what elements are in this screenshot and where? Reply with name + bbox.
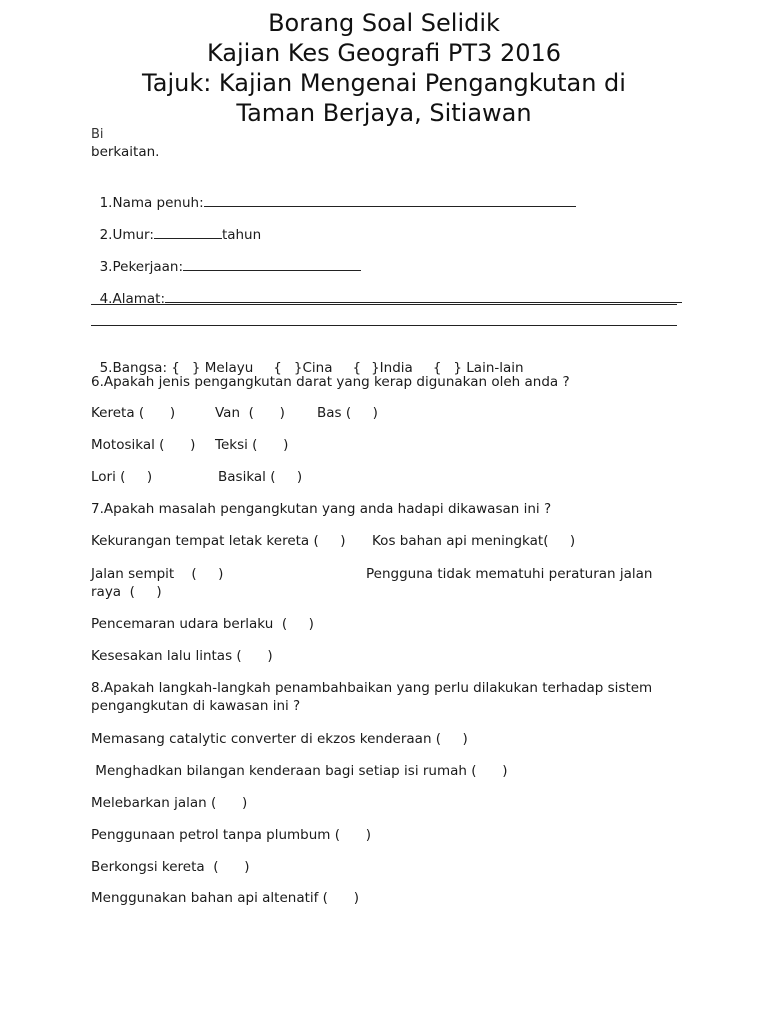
umur-label: 2.Umur: [99, 227, 154, 243]
q8-option-berkongsi[interactable]: Berkongsi kereta ( ) [91, 859, 250, 875]
form-title [0, 8, 768, 128]
q8-option-catalytic[interactable]: Memasang catalytic converter di ekzos kenderaan ( ) [91, 731, 468, 747]
alamat-label: 4.Alamat: [99, 291, 165, 307]
alamat-row [91, 271, 682, 308]
title-line-1: Borang Soal Selidik [268, 9, 500, 37]
bangsa-cina[interactable]: }Cina [293, 360, 333, 376]
nama-label: 1.Nama penuh: [99, 195, 204, 211]
q7-option-kesesakan[interactable]: Kesesakan lalu lintas ( ) [91, 648, 273, 664]
bangsa-india[interactable]: }India [371, 360, 413, 376]
title-line-3: Tajuk: Kajian Mengenai Pengangkutan di [142, 69, 626, 97]
nama-blank[interactable] [204, 193, 576, 207]
q6-option-bas[interactable]: Bas ( ) [317, 405, 378, 421]
q7-option-tempat-letak[interactable]: Kekurangan tempat letak kereta ( ) [91, 533, 346, 549]
intro-partial-text: Bi [91, 128, 104, 140]
q6-option-motosikal[interactable]: Motosikal ( ) [91, 437, 196, 453]
q7-option-pengguna[interactable]: Pengguna tidak mematuhi peraturan jalan [366, 566, 653, 582]
q6-option-teksi[interactable]: Teksi ( ) [215, 437, 289, 453]
q6-option-van[interactable]: Van ( ) [215, 405, 285, 421]
q7-option-pencemaran[interactable]: Pencemaran udara berlaku ( ) [91, 616, 314, 632]
alamat-blank-1[interactable] [165, 289, 682, 303]
q6-question: 6.Apakah jenis pengangkutan darat yang kerap digunakan oleh anda ? [91, 374, 570, 390]
bangsa-lain-lain[interactable]: } Lain-lain [453, 360, 524, 376]
bangsa-label: 5.Bangsa: { [99, 360, 180, 376]
umur-unit: tahun [221, 227, 262, 243]
q8-option-bahan-api[interactable]: Menggunakan bahan api altenatif ( ) [91, 890, 359, 906]
title-line-2: Kajian Kes Geografi PT3 2016 [206, 39, 562, 67]
q8-option-melebarkan[interactable]: Melebarkan jalan ( ) [91, 795, 248, 811]
q7-option-jalan-sempit[interactable]: Jalan sempit ( ) [91, 566, 224, 582]
bangsa-melayu[interactable]: } Melayu [191, 360, 254, 376]
intro-end-text: berkaitan. [91, 144, 160, 160]
q6-option-basikal[interactable]: Basikal ( ) [218, 469, 303, 485]
umur-blank[interactable] [154, 225, 222, 239]
alamat-blank-2[interactable] [91, 304, 677, 305]
title-line-4: Taman Berjaya, Sitiawan [236, 99, 532, 127]
bangsa-row: 5.Bangsa: { } Melayu { }Cina { }India { } Lain-lain [99, 360, 524, 376]
q8-question: 8.Apakah langkah-langkah penambahbaikan yang perlu dilakukan terhadap sistem pengangkutan di kawasan ini ? [91, 680, 653, 714]
q6-option-kereta[interactable]: Kereta ( ) [91, 405, 176, 421]
q6-option-lori[interactable]: Lori ( ) [91, 469, 153, 485]
q7-option-pengguna-cont[interactable]: raya ( ) [91, 584, 162, 600]
q8-option-menghadkan[interactable]: Menghadkan bilangan kenderaan bagi setiap isi rumah ( ) [91, 763, 508, 779]
pekerjaan-label: 3.Pekerjaan: [99, 259, 184, 275]
q7-option-kos[interactable]: Kos bahan api meningkat( ) [372, 533, 576, 549]
q8-option-petrol[interactable]: Penggunaan petrol tanpa plumbum ( ) [91, 827, 372, 843]
q7-question: 7.Apakah masalah pengangkutan yang anda hadapi dikawasan ini ? [91, 501, 552, 517]
alamat-blank-3[interactable] [91, 325, 677, 326]
pekerjaan-blank[interactable] [183, 257, 361, 271]
